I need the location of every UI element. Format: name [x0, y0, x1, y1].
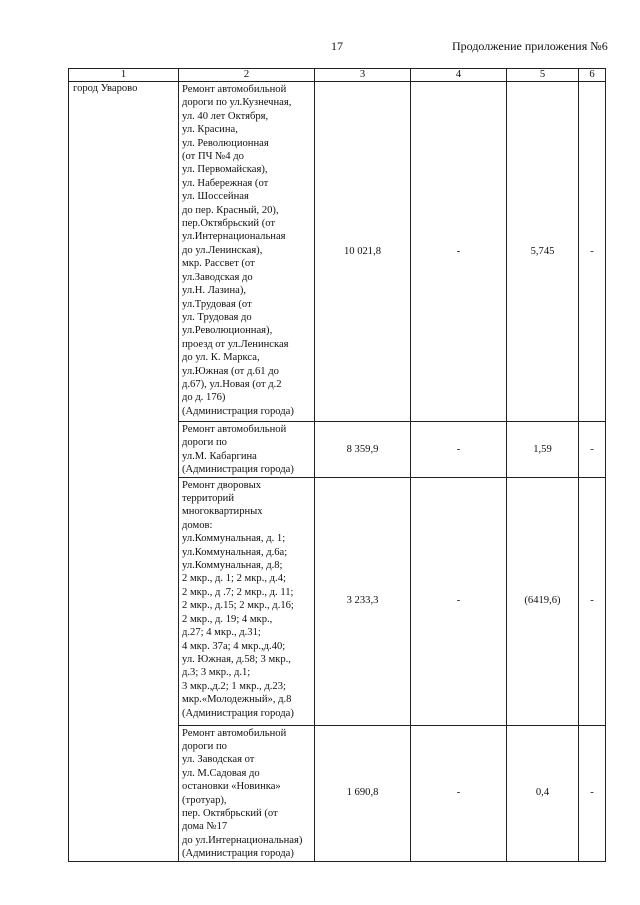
column-header: 1: [69, 69, 179, 82]
description-cell: Ремонт автомобильной дороги по ул.Кузнечная, ул. 40 лет Октября, ул. Красина, ул. Революционная (от ПЧ №4 до ул. Первомайская), ул. Набережная (от ул. Шоссейная до пер. Красный, 20), пер.Октябрьский (от ул.Интернациональная до ул.Ленинская), мкр. Рассвет (от ул.Заводская до ул.Н. Лазина), ул.Трудовая (от ул. Трудовая до ул.Революционная), проезд от ул.Ленинская до ул. К. Маркса, ул.Южная (от д.61 до д.67), ул.Новая (от д.2 до д. 176) (Администрация города): [179, 82, 315, 422]
table-row: [69, 82, 606, 422]
appendix-label: Продолжение приложения №6: [452, 39, 608, 53]
data-table: [68, 68, 606, 862]
value-cell: -: [411, 82, 507, 422]
column-header: 2: [179, 69, 315, 82]
amount-cell: 8 359,9: [315, 422, 411, 478]
column-header: 3: [315, 69, 411, 82]
value-cell: -: [411, 725, 507, 861]
page-number: 17: [331, 39, 343, 53]
value-cell: 1,59: [507, 422, 579, 478]
column-header: 5: [507, 69, 579, 82]
value-cell: -: [579, 422, 606, 478]
column-header: 4: [411, 69, 507, 82]
value-cell: 5,745: [507, 82, 579, 422]
value-cell: (6419,6): [507, 477, 579, 725]
amount-cell: 3 233,3: [315, 477, 411, 725]
value-cell: -: [579, 725, 606, 861]
amount-cell: 10 021,8: [315, 82, 411, 422]
table-header-row: [69, 69, 606, 82]
description-cell: Ремонт автомобильной дороги по ул.М. Кабаргина (Администрация города): [179, 422, 315, 478]
column-header: 6: [579, 69, 606, 82]
amount-cell: 1 690,8: [315, 725, 411, 861]
description-cell: Ремонт автомобильной дороги по ул. Заводская от ул. М.Садовая до остановки «Новинка» (тротуар), пер. Октябрьский (от дома №17 до ул.Интернациональная) (Администрация города): [179, 725, 315, 861]
value-cell: -: [579, 477, 606, 725]
value-cell: 0,4: [507, 725, 579, 861]
value-cell: -: [411, 477, 507, 725]
value-cell: -: [579, 82, 606, 422]
city-cell: город Уварово: [69, 82, 179, 862]
value-cell: -: [411, 422, 507, 478]
description-cell: Ремонт дворовых территорий многоквартирных домов: ул.Коммунальная, д. 1; ул.Коммунальная, д.6а; ул.Коммунальная, д.8; 2 мкр., д. 1; 2 мкр., д.4; 2 мкр., д .7; 2 мкр., д. 11; 2 мкр., д.15; 2 мкр., д.16; 2 мкр., д. 19; 4 мкр., д.27; 4 мкр., д.31; 4 мкр. 37а; 4 мкр.,д.40; ул. Южная, д.58; 3 мкр., д.3; 3 мкр., д.1; 3 мкр.,д.2; 1 мкр., д.23; мкр.«Молодежный», д.8 (Администрация города): [179, 477, 315, 725]
